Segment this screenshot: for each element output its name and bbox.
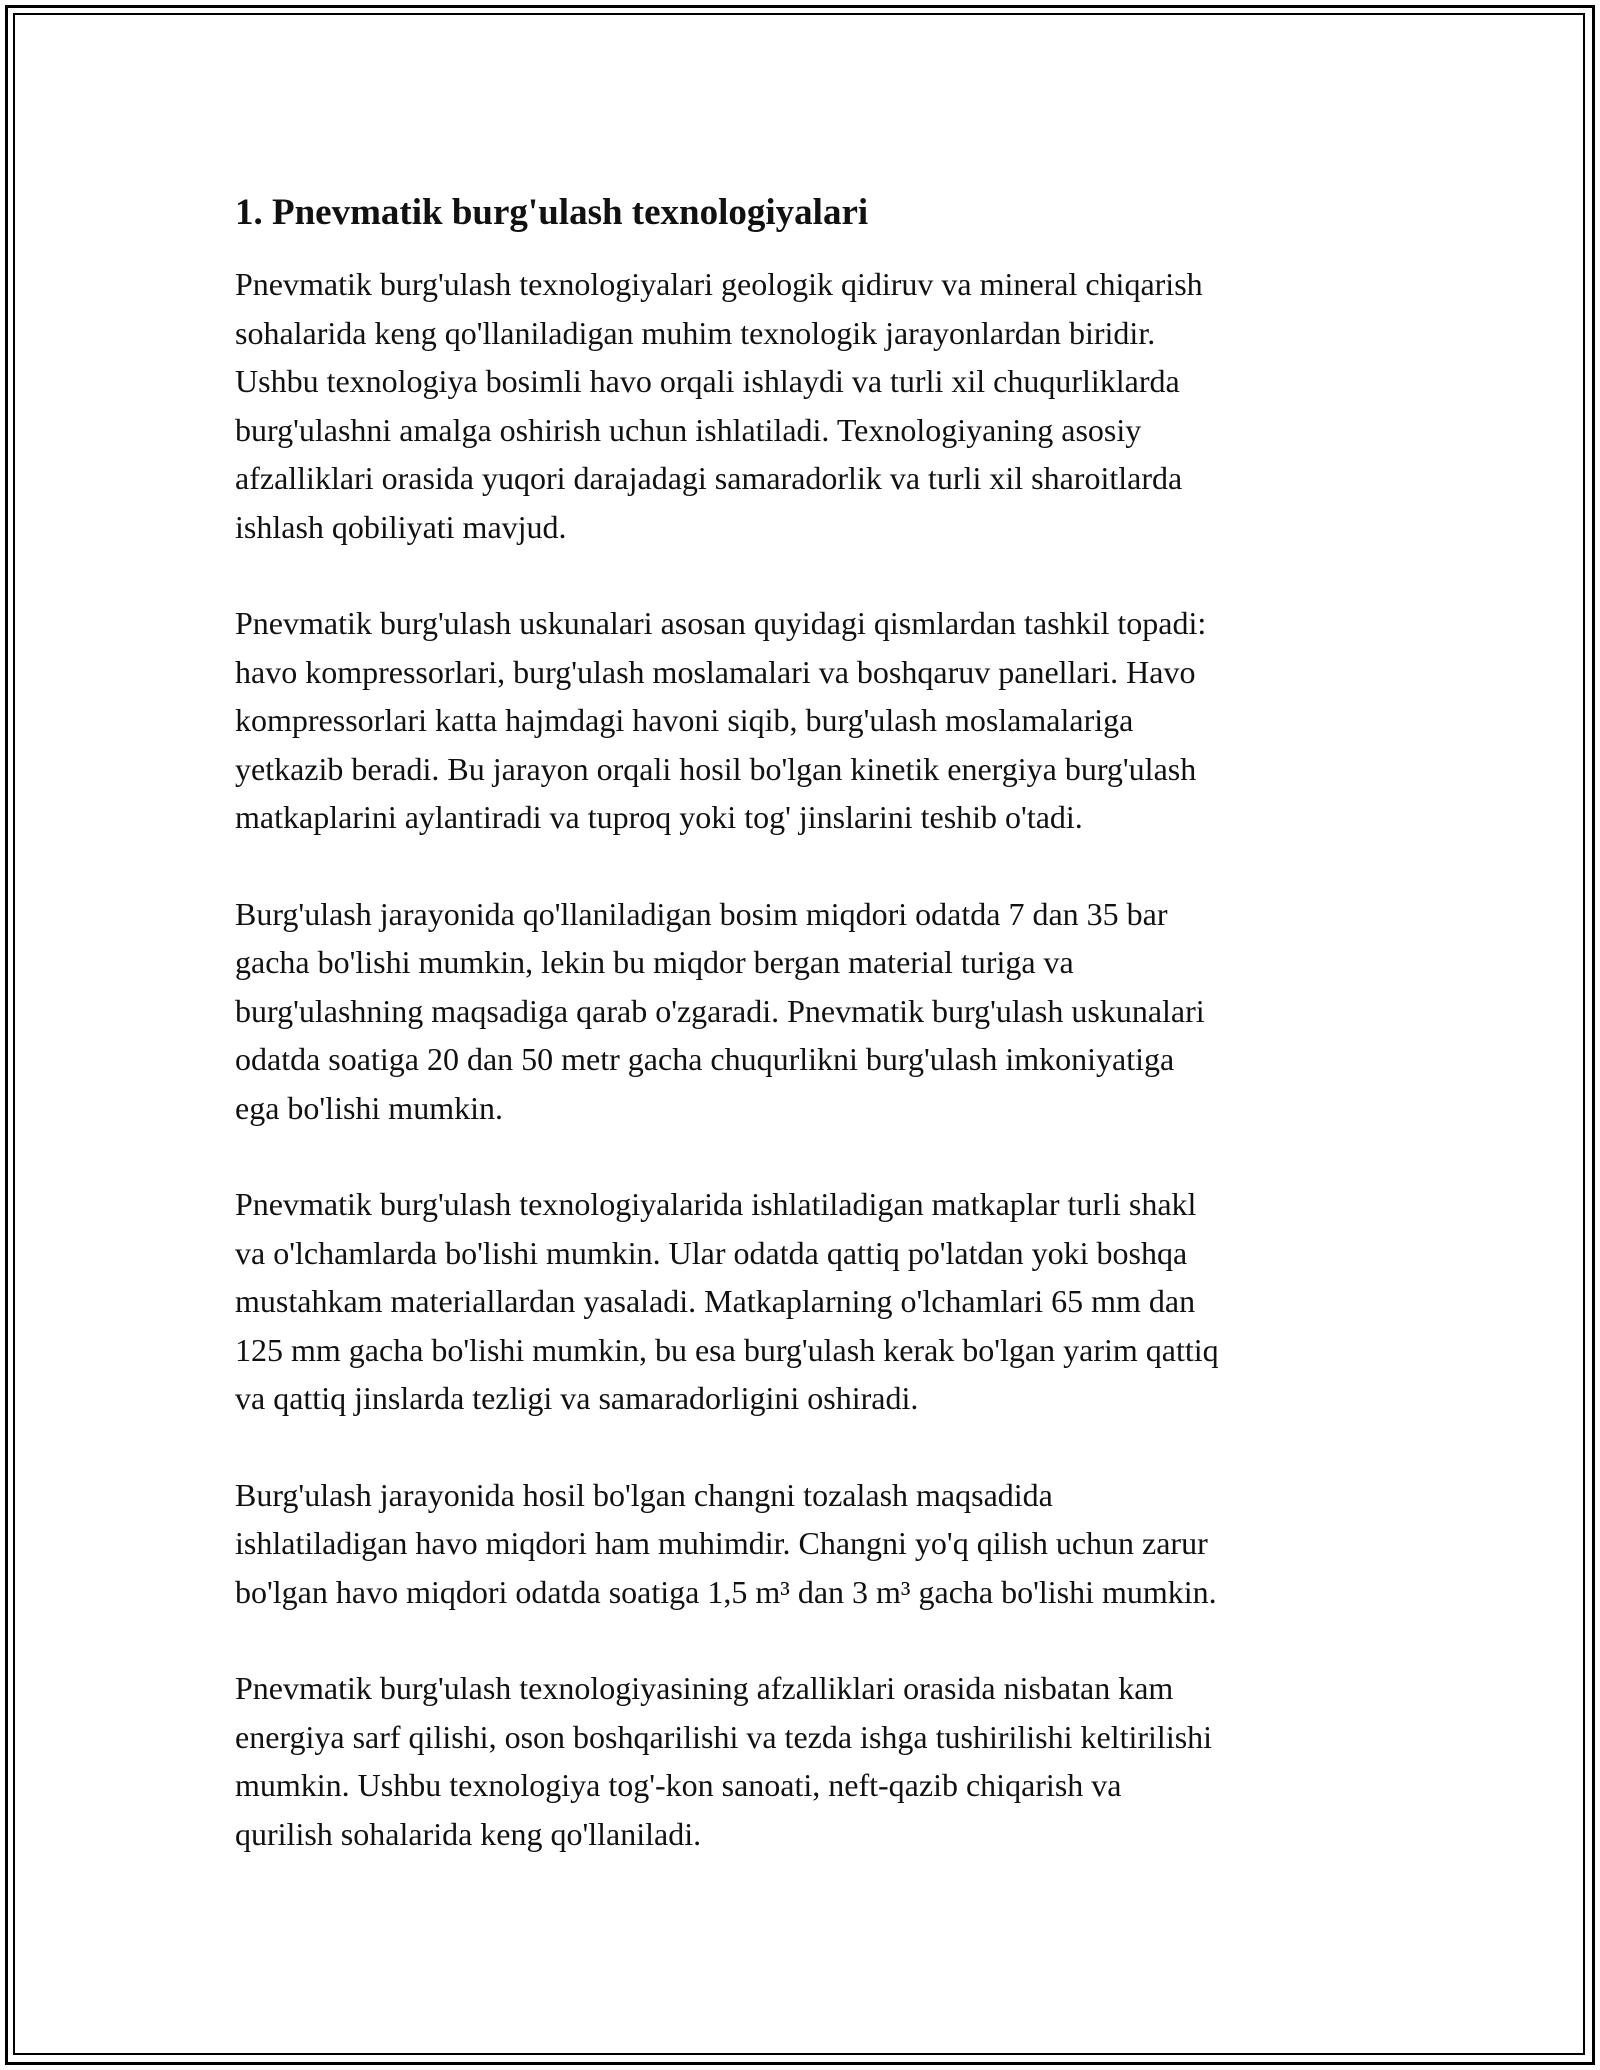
text-line: matkaplarini aylantiradi va tuproq yoki tog' jinslarini teshib o'tadi. bbox=[235, 799, 1083, 835]
text-line: Pnevmatik burg'ulash texnologiyasining afzalliklari orasida nisbatan kam bbox=[235, 1670, 1174, 1706]
text-line: sohalarida keng qo'llaniladigan muhim texnologik jarayonlardan biridir. bbox=[235, 314, 1156, 351]
paragraph-3 bbox=[235, 890, 1385, 1133]
text-line: mustahkam materiallardan yasaladi. Matkaplarning o'lchamlari 65 mm dan bbox=[235, 1283, 1196, 1319]
text-line: Ushbu texnologiya bosimli havo orqali ishlaydi va turli xil chuqurliklarda bbox=[235, 363, 1180, 399]
paragraph-4 bbox=[235, 1180, 1385, 1423]
text-line: bo'lgan havo miqdori odatda soatiga 1,5 m³ dan 3 m³ gacha bo'lishi mumkin. bbox=[235, 1573, 1217, 1610]
document-title: 1. Pnevmatik burg'ulash texnologiyalari bbox=[235, 192, 869, 233]
text-line: odatda soatiga 20 dan 50 metr gacha chuqurlikni burg'ulash imkoniyatiga bbox=[235, 1041, 1175, 1077]
paragraph-2 bbox=[235, 599, 1385, 842]
text-line: qurilish sohalarida keng qo'llaniladi. bbox=[235, 1815, 702, 1852]
text-line: mumkin. Ushbu texnologiya tog'-kon sanoati, neft-qazib chiqarish va bbox=[235, 1767, 1122, 1803]
text-line: Burg'ulash jarayonida hosil bo'lgan changni tozalash maqsadida bbox=[235, 1476, 1053, 1513]
paragraph-6 bbox=[235, 1664, 1385, 1858]
text-line: Pnevmatik burg'ulash texnologiyalarida ishlatiladigan matkaplar turli shakl bbox=[235, 1186, 1197, 1222]
text-line: Pnevmatik burg'ulash uskunalari asosan quyidagi qismlardan tashkil topadi: bbox=[235, 605, 1207, 641]
text-line: ega bo'lishi mumkin. bbox=[235, 1089, 503, 1126]
text-line: 125 mm gacha bo'lishi mumkin, bu esa burg'ulash kerak bo'lgan yarim qattiq bbox=[235, 1331, 1219, 1368]
text-line: Pnevmatik burg'ulash texnologiyalari geologik qidiruv va mineral chiqarish bbox=[235, 266, 1203, 302]
text-line: afzalliklari orasida yuqori darajadagi samaradorlik va turli xil sharoitlarda bbox=[235, 460, 1183, 496]
text-line: yetkazib beradi. Bu jarayon orqali hosil bo'lgan kinetik energiya burg'ulash bbox=[235, 750, 1197, 787]
text-line: gacha bo'lishi mumkin, lekin bu miqdor bergan material turiga va bbox=[235, 944, 1074, 980]
text-line: ishlash qobiliyati mavjud. bbox=[235, 508, 567, 545]
text-line: va o'lchamlarda bo'lishi mumkin. Ular odatda qattiq po'latdan yoki boshqa bbox=[235, 1234, 1188, 1271]
text-line: havo kompressorlari, burg'ulash moslamalari va boshqaruv panellari. Havo bbox=[235, 653, 1196, 690]
text-line: va qattiq jinslarda tezligi va samaradorligini oshiradi. bbox=[235, 1380, 919, 1416]
text-line: Burg'ulash jarayonida qo'llaniladigan bosim miqdori odatda 7 dan 35 bar bbox=[235, 895, 1168, 932]
text-line: burg'ulashni amalga oshirish uchun ishlatiladi. Texnologiyaning asosiy bbox=[235, 411, 1142, 448]
text-line: energiya sarf qilishi, oson boshqarilishi va tezda ishga tushirilishi keltirilishi bbox=[235, 1718, 1213, 1755]
text-line: burg'ulashning maqsadiga qarab o'zgaradi. Pnevmatik burg'ulash uskunalari bbox=[235, 992, 1205, 1029]
paragraph-5 bbox=[235, 1471, 1385, 1617]
document-body bbox=[235, 186, 1385, 1906]
text-line: ishlatiladigan havo miqdori ham muhimdir. Changni yo'q qilish uchun zarur bbox=[235, 1525, 1208, 1561]
text-line: kompressorlari katta hajmdagi havoni siqib, burg'ulash moslamalariga bbox=[235, 702, 1134, 738]
paragraph-1 bbox=[235, 260, 1385, 551]
